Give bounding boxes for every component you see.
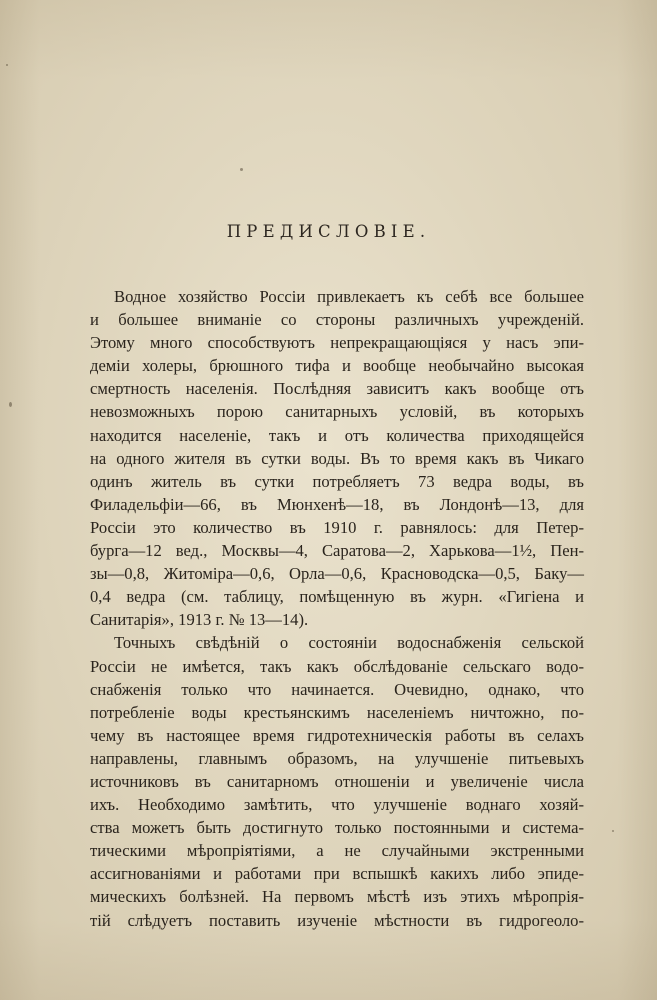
text-line: снабженія только что начинается. Очевидно, однако, что xyxy=(90,679,584,699)
paper-speck xyxy=(9,402,12,407)
text-line: ихъ. Необходимо замѣтить, что улучшеніе воднаго хозяй- xyxy=(90,795,584,815)
text-line: на одного жителя въ сутки воды. Въ то время какъ въ Чикаго xyxy=(90,448,584,468)
text-line: Этому много способствуютъ непрекращающіяся у насъ эпи- xyxy=(90,333,584,353)
paper-speck xyxy=(612,830,614,832)
text-line: 0,4 ведра (см. таблицу, помѣщенную въ журн. «Гигіена и xyxy=(90,587,584,607)
text-line: и большее вниманіе со стороны различныхъ учрежденій. xyxy=(90,310,584,330)
text-line: чему въ настоящее время гидротехническія работы въ селахъ xyxy=(90,725,584,745)
page-title: ПРЕДИСЛОВІЕ. xyxy=(226,222,431,241)
text-line: Россіи это количество въ 1910 г. равнялось: для Петер- xyxy=(90,517,584,537)
text-line: потребленіе воды крестьянскимъ населеніемъ ничтожно, по- xyxy=(90,702,584,722)
text-line: ассигнованіями и работами при вспышкѣ какихъ либо эпиде- xyxy=(90,864,584,884)
text-line: одинъ житель въ сутки потребляетъ 73 ведра воды, въ xyxy=(90,471,584,491)
text-line: мическихъ болѣзней. На первомъ мѣстѣ изъ этихъ мѣропрія- xyxy=(90,887,584,907)
text-line: Водное хозяйство Россіи привлекаетъ къ себѣ все большее xyxy=(114,287,584,306)
text-line: тическими мѣропріятіями, а не случайными экстренными xyxy=(90,841,584,861)
text-line: невозможныхъ порою санитарныхъ условій, въ которыхъ xyxy=(90,402,584,422)
text-line: направлены, главнымъ образомъ, на улучшеніе питьевыхъ xyxy=(90,748,584,768)
paper-speck xyxy=(240,168,243,171)
text-line: находится населеніе, такъ и отъ количества приходящейся xyxy=(90,425,584,445)
paper-speck xyxy=(6,64,8,66)
text-line: смертность населенія. Послѣдняя зависитъ какъ вообще отъ xyxy=(90,379,584,399)
text-line: Филадельфіи—66, въ Мюнхенѣ—18, въ Лондонѣ—13, для xyxy=(90,494,584,514)
text-line: деміи холеры, брюшного тифа и вообще необычайно высокая xyxy=(90,356,584,376)
text-line: источниковъ въ санитарномъ отношеніи и увеличеніе числа xyxy=(90,771,584,791)
text-line: Санитарія», 1913 г. № 13—14). xyxy=(90,610,309,630)
text-line: Россіи не имѣется, такъ какъ обслѣдованіе сельскаго водо- xyxy=(90,656,584,676)
text-line: зы—0,8, Житоміра—0,6, Орла—0,6, Красноводска—0,5, Баку— xyxy=(90,564,584,584)
text-line: ства можетъ быть достигнуто только постоянными и система- xyxy=(90,818,584,838)
text-line: бурга—12 вед., Москвы—4, Саратова—2, Харькова—1½, Пен- xyxy=(90,541,584,561)
preface-text xyxy=(90,285,584,932)
text-line: тій слѣдуетъ поставить изученіе мѣстности въ гидрогеоло- xyxy=(90,910,584,930)
text-line: Точныхъ свѣдѣній о состояніи водоснабженія сельской xyxy=(114,633,584,653)
